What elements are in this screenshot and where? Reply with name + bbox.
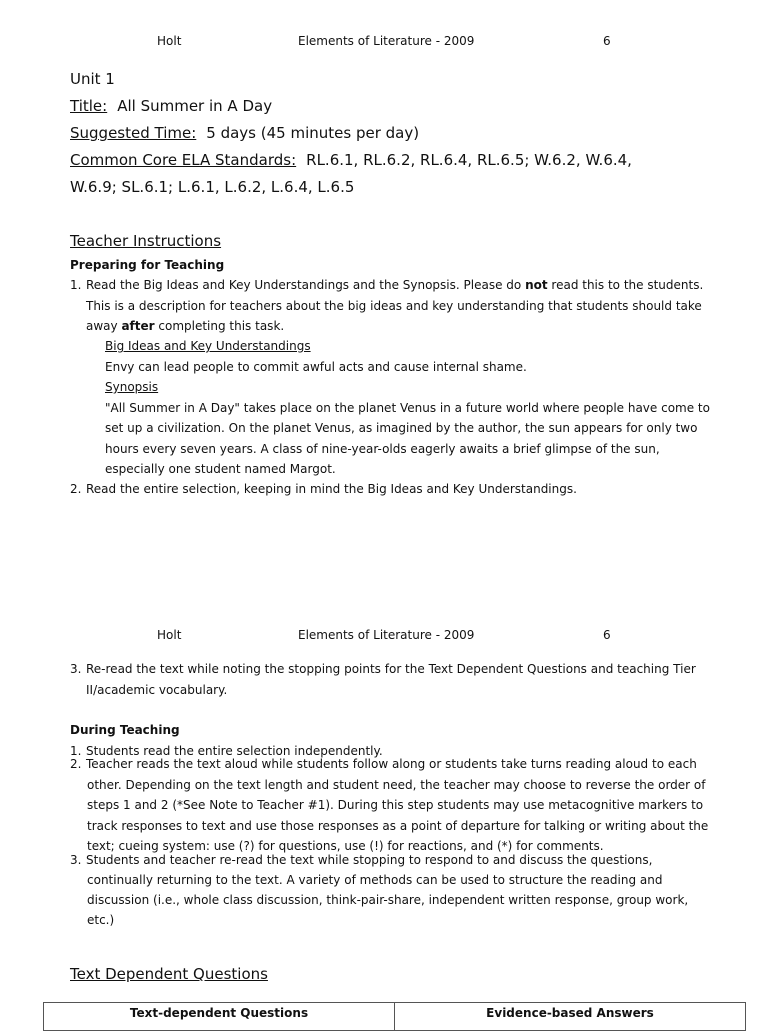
during-item-3-line: continually returning to the text. A variety of methods can be used to structure the reading and: [87, 873, 663, 887]
synopsis-heading: Synopsis: [105, 380, 159, 394]
during-item-2-line: text; cueing system: use (?) for questions, use (!) for reactions, and (*) for comments.: [87, 839, 604, 853]
prep-item-2: 2. Read the entire selection, keeping in mind the Big Ideas and Key Understandings.: [70, 482, 577, 496]
time-row: [70, 124, 419, 142]
standards-line2: W.6.9; SL.6.1; L.6.1, L.6.2, L.6.4, L.6.5: [70, 178, 355, 196]
col-header-answers: Evidence-based Answers: [395, 1003, 746, 1031]
during-item-1: 1. Students read the entire selection independently.: [70, 744, 383, 758]
time-value: 5 days (45 minutes per day): [206, 124, 420, 142]
table-header-row: [44, 1003, 746, 1031]
during-item-2-line: track responses to text and use those responses as a point of departure for talking or writing about the: [87, 819, 709, 833]
during-item-3-line: etc.): [87, 913, 115, 927]
during-item-2-line: steps 1 and 2 (*See Note to Teacher #1). During this step students may use metacognitive markers to: [87, 798, 704, 812]
header-book: Elements of Literature - 2009: [298, 628, 475, 642]
prep-item-3-line2: II/academic vocabulary.: [86, 683, 228, 697]
prep-item-3: 3. Re-read the text while noting the stopping points for the Text Dependent Questions and teaching Tier: [70, 662, 696, 676]
synopsis-line: especially one student named Margot.: [105, 462, 336, 476]
title-label: Title:: [70, 97, 108, 115]
synopsis-line: set up a civilization. On the planet Venus, as imagined by the author, the sun appears for only two: [105, 421, 698, 435]
header-book: Elements of Literature - 2009: [298, 34, 475, 48]
synopsis-line: "All Summer in A Day" takes place on the planet Venus in a future world where people have come to: [105, 401, 710, 415]
during-item-3-line: discussion (i.e., whole class discussion, think-pair-share, independent written response, group work,: [87, 893, 689, 907]
standards-label: Common Core ELA Standards:: [70, 151, 297, 169]
title-value: All Summer in A Day: [117, 97, 273, 115]
tdq-heading: Text Dependent Questions: [70, 965, 268, 983]
synopsis-line: hours every seven years. A class of nine-year-olds eagerly awaits a brief glimpse of the sun,: [105, 442, 660, 456]
prep-item-1-line2: This is a description for teachers about the big ideas and key understanding that students should take: [86, 299, 702, 313]
col-header-questions: Text-dependent Questions: [44, 1003, 395, 1031]
during-item-2: 2. Teacher reads the text aloud while students follow along or students take turns reading aloud to each: [70, 757, 697, 771]
title-row: [70, 97, 272, 115]
preparing-heading: Preparing for Teaching: [70, 258, 225, 272]
standards-row: [70, 151, 632, 169]
header-grade: 6: [603, 628, 611, 642]
during-heading: During Teaching: [70, 723, 180, 737]
tdq-table: [43, 1002, 746, 1031]
during-item-2-line: other. Depending on the text length and student need, the teacher may choose to reverse the order of: [87, 778, 706, 792]
prep-item-1: 1. Read the Big Ideas and Key Understandings and the Synopsis. Please do not read this to the students.: [70, 278, 704, 292]
header-grade: 6: [603, 34, 611, 48]
unit-label: Unit 1: [70, 70, 115, 88]
big-ideas-heading: Big Ideas and Key Understandings: [105, 339, 311, 353]
during-item-3: 3. Students and teacher re-read the text while stopping to respond to and discuss the questions,: [70, 853, 653, 867]
standards-line1: RL.6.1, RL.6.2, RL.6.4, RL.6.5; W.6.2, W.6.4,: [306, 151, 632, 169]
header-publisher: Holt: [157, 34, 182, 48]
teacher-instructions-heading: Teacher Instructions: [70, 232, 222, 250]
big-ideas-text: Envy can lead people to commit awful acts and cause internal shame.: [105, 360, 527, 374]
header-publisher: Holt: [157, 628, 182, 642]
time-label: Suggested Time:: [70, 124, 197, 142]
prep-item-1-line3: away after completing this task.: [86, 319, 285, 333]
